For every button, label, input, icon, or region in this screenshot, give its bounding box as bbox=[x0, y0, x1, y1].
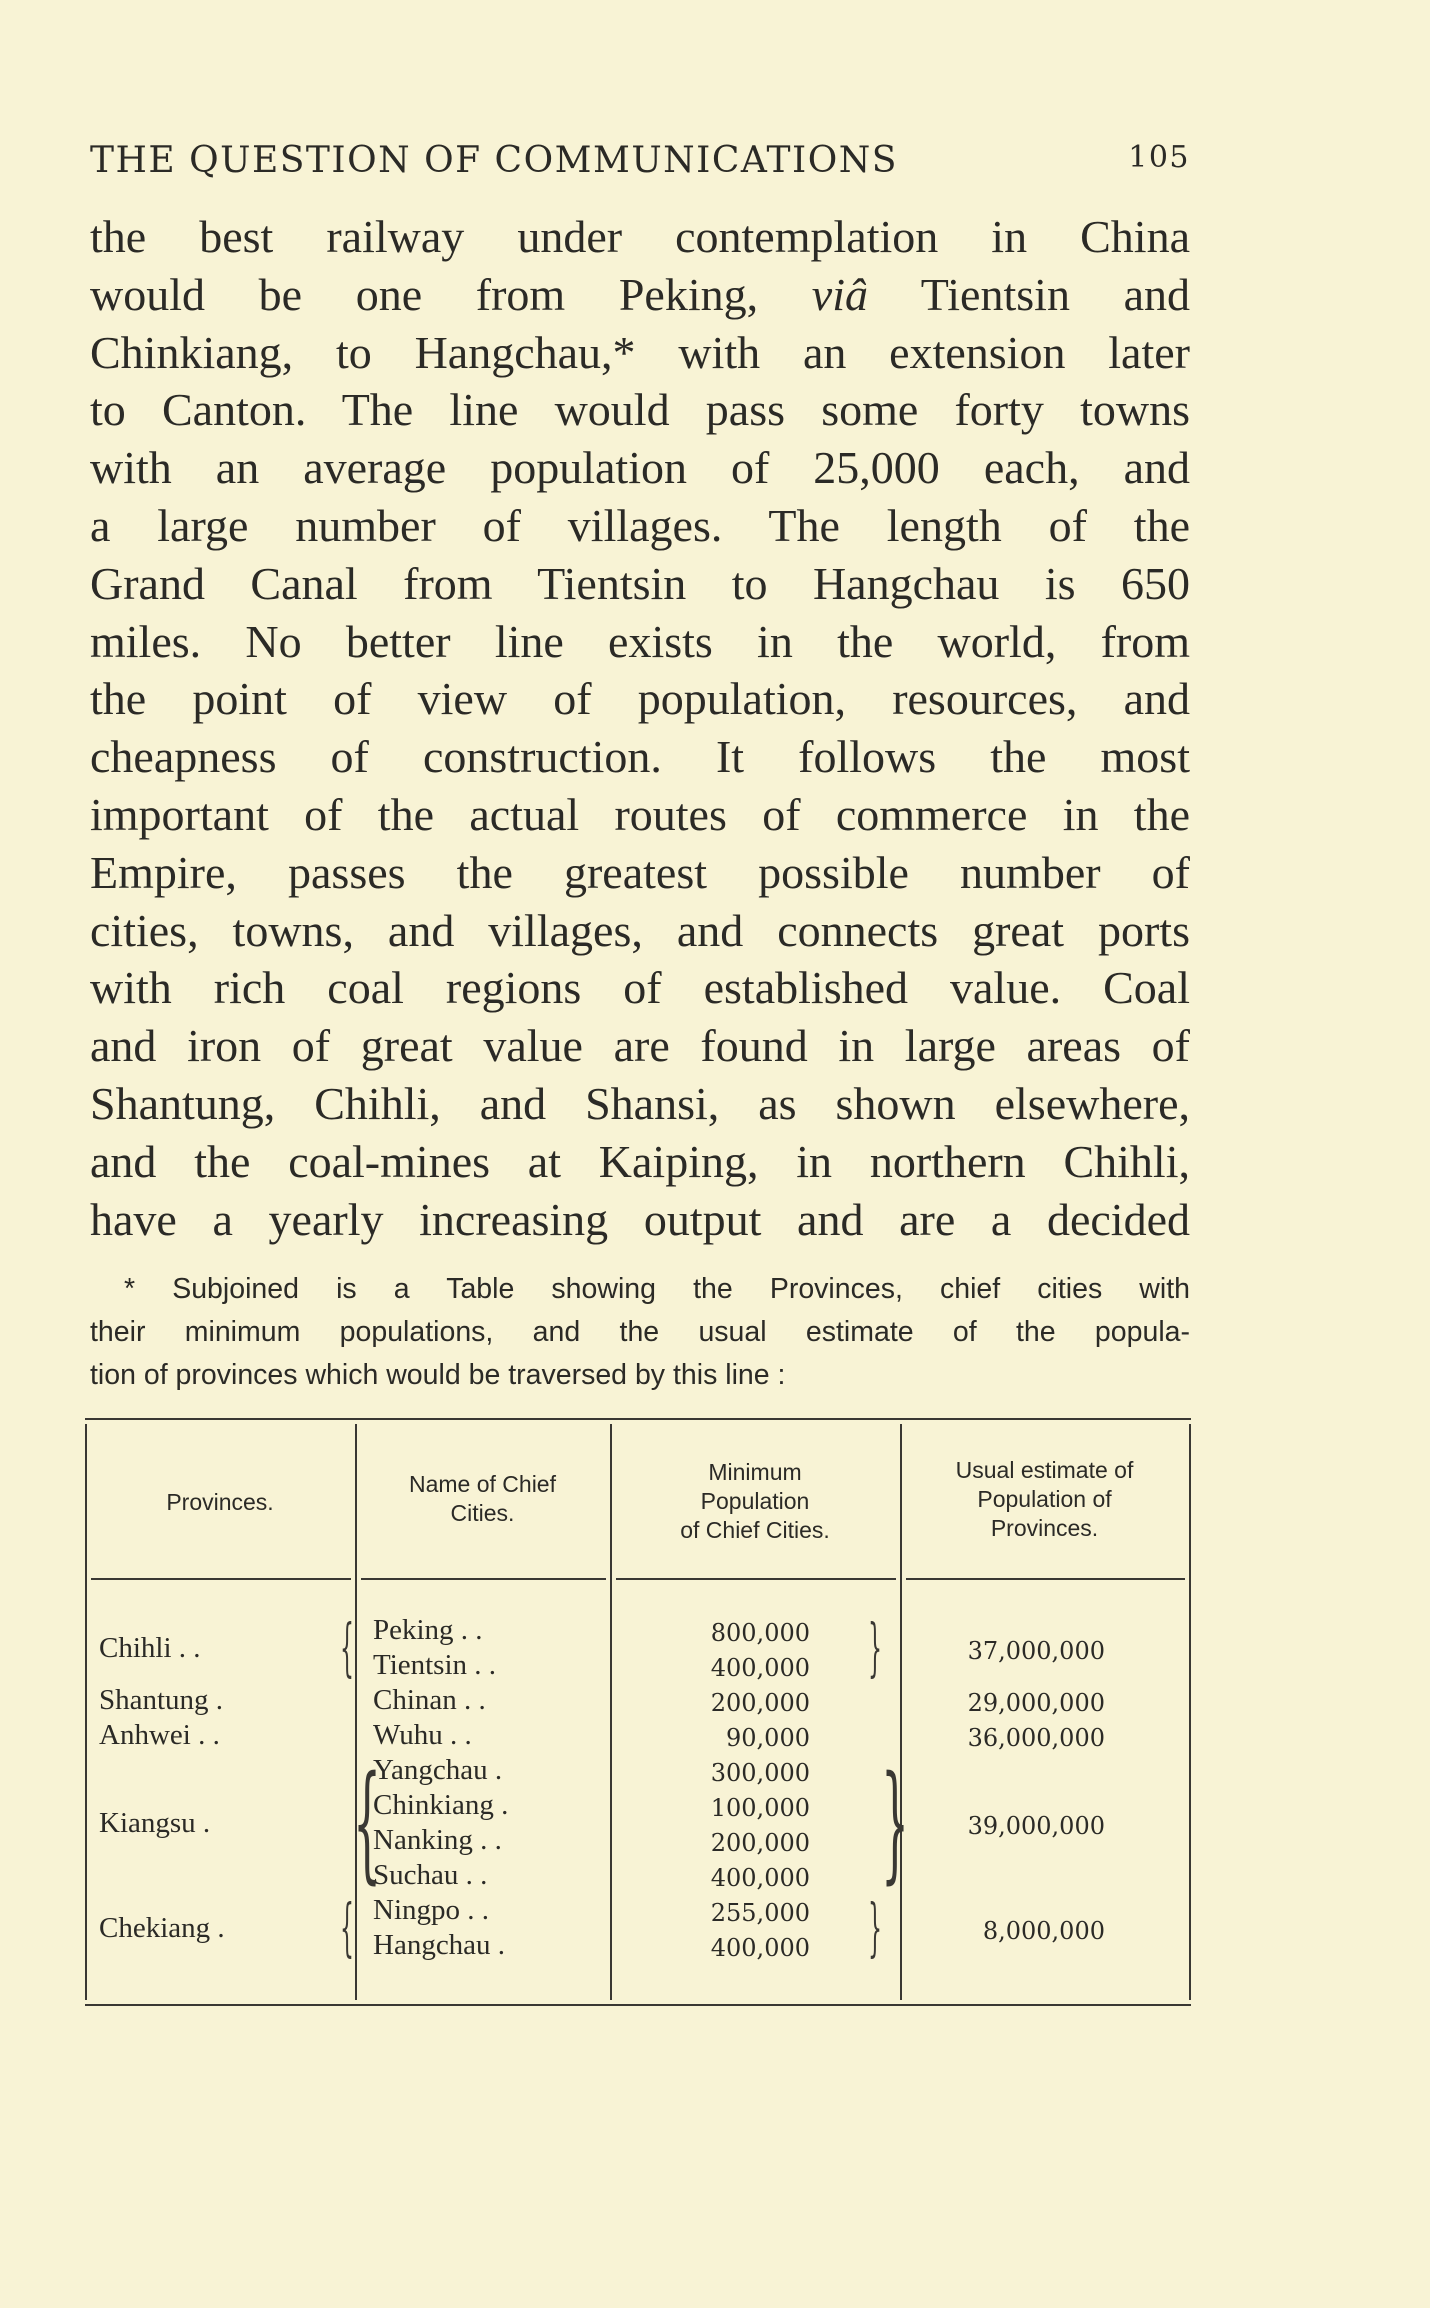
city-population: 300,000 bbox=[710, 1759, 810, 1787]
city-name: Wuhu . . bbox=[373, 1719, 472, 1751]
city-population: 800,000 bbox=[710, 1619, 810, 1647]
body-line: Grand Canal from Tientsin to Hangchau is 650 bbox=[90, 557, 1190, 609]
body-line: the best railway under contemplation in China bbox=[90, 211, 1190, 262]
body-line: miles. No better line exists in the world, from bbox=[90, 615, 1190, 667]
header-line: Usual estimate of bbox=[955, 1457, 1134, 1483]
header-rule bbox=[906, 1578, 1185, 1580]
right-brace-icon: } bbox=[868, 1611, 883, 1684]
left-brace-icon: { bbox=[353, 1749, 382, 1896]
city-population: 400,000 bbox=[710, 1934, 810, 1962]
column-header bbox=[355, 1470, 610, 1528]
left-brace-icon: { bbox=[340, 1611, 355, 1684]
province-name: Anhwei . . bbox=[99, 1719, 220, 1751]
page-number: 105 bbox=[1128, 140, 1190, 175]
header-line: of Chief Cities. bbox=[680, 1517, 830, 1543]
running-head-title: THE QUESTION OF COMMUNICATIONS bbox=[90, 140, 898, 181]
city-population: 90,000 bbox=[726, 1724, 810, 1752]
city-population: 200,000 bbox=[710, 1689, 810, 1717]
body-line: Shantung, Chihli, and Shansi, as shown elsewhere, bbox=[90, 1077, 1190, 1129]
province-name: Chekiang . bbox=[99, 1911, 225, 1944]
province-population: 8,000,000 bbox=[982, 1916, 1105, 1945]
right-brace-icon: } bbox=[881, 1749, 910, 1896]
city-population: 100,000 bbox=[710, 1794, 810, 1822]
body-line: important of the actual routes of commerce in the bbox=[90, 788, 1190, 840]
city-name: Suchau . . bbox=[373, 1859, 488, 1891]
right-brace-icon: } bbox=[868, 1891, 883, 1964]
city-name: Nanking . . bbox=[373, 1824, 502, 1856]
body-line: Chinkiang, to Hangchau,* with an extension later bbox=[90, 326, 1190, 378]
body-line: a large number of villages. The length of the bbox=[90, 499, 1190, 551]
body-line: and the coal-mines at Kaiping, in northern Chihli, bbox=[90, 1135, 1190, 1187]
province-name: Kiangsu . bbox=[99, 1806, 211, 1839]
header-line: Minimum bbox=[708, 1459, 802, 1485]
body-line: cities, towns, and villages, and connects great ports bbox=[90, 904, 1190, 956]
province-name: Shantung . bbox=[99, 1684, 224, 1716]
city-population: 400,000 bbox=[710, 1654, 810, 1682]
italic-word: viâ bbox=[811, 268, 868, 320]
city-name: Tientsin . . bbox=[373, 1649, 497, 1681]
table-bottom-rule bbox=[85, 2004, 1191, 2006]
province-population: 39,000,000 bbox=[967, 1811, 1105, 1840]
city-name: Chinan . . bbox=[373, 1684, 486, 1716]
body-line: would be one from Peking, viâ Tientsin and bbox=[90, 268, 1191, 320]
header-rule bbox=[616, 1578, 896, 1580]
column-header bbox=[610, 1458, 900, 1545]
body-line: to Canton. The line would pass some forty towns bbox=[90, 384, 1190, 436]
header-line: Cities. bbox=[450, 1500, 515, 1526]
body-paragraph bbox=[90, 208, 1190, 1248]
footnote-line: their minimum populations, and the usual estimate of the popula- bbox=[90, 1316, 1190, 1348]
table-top-rule bbox=[85, 1418, 1191, 1420]
body-line: have a yearly increasing output and are a decided bbox=[90, 1193, 1190, 1245]
province-population: 29,000,000 bbox=[967, 1689, 1105, 1717]
left-brace-icon: { bbox=[340, 1891, 355, 1964]
header-line: Provinces. bbox=[990, 1515, 1099, 1541]
city-name: Hangchau . bbox=[373, 1929, 506, 1961]
body-line: Empire, passes the greatest possible number of bbox=[90, 846, 1190, 898]
footnote-line: tion of provinces which would be traversed by this line : bbox=[90, 1359, 786, 1391]
province-name: Chihli . . bbox=[99, 1631, 201, 1664]
body-line: with an average population of 25,000 each, and bbox=[90, 442, 1190, 494]
city-population: 255,000 bbox=[710, 1899, 810, 1927]
population-table bbox=[85, 1418, 1191, 2006]
city-name: Ningpo . . bbox=[373, 1894, 489, 1926]
province-population: 37,000,000 bbox=[967, 1636, 1105, 1665]
city-name: Peking . . bbox=[373, 1614, 483, 1646]
city-population: 400,000 bbox=[710, 1864, 810, 1892]
header-line: Population of bbox=[977, 1486, 1112, 1512]
footnote-line: * Subjoined is a Table showing the Provinces, chief cities with bbox=[124, 1273, 1190, 1305]
body-line: and iron of great value are found in large areas of bbox=[90, 1020, 1190, 1072]
city-name: Yangchau . bbox=[373, 1754, 503, 1786]
running-head bbox=[90, 140, 1190, 181]
header-line: Population bbox=[700, 1488, 810, 1514]
province-population: 36,000,000 bbox=[967, 1724, 1105, 1752]
footnote bbox=[90, 1268, 1190, 1397]
body-line: the point of view of population, resources, and bbox=[90, 673, 1190, 725]
body-line: cheapness of construction. It follows the most bbox=[90, 731, 1190, 783]
body-line: with rich coal regions of established value. Coal bbox=[90, 962, 1190, 1014]
column-header bbox=[85, 1488, 355, 1517]
column-rule bbox=[1189, 1424, 1191, 2000]
column-header bbox=[900, 1456, 1189, 1543]
city-population: 200,000 bbox=[710, 1829, 810, 1857]
header-line: Provinces. bbox=[166, 1489, 274, 1515]
city-name: Chinkiang . bbox=[373, 1789, 509, 1821]
header-rule bbox=[361, 1578, 606, 1580]
header-line: Name of Chief bbox=[408, 1471, 556, 1497]
header-rule bbox=[91, 1578, 351, 1580]
